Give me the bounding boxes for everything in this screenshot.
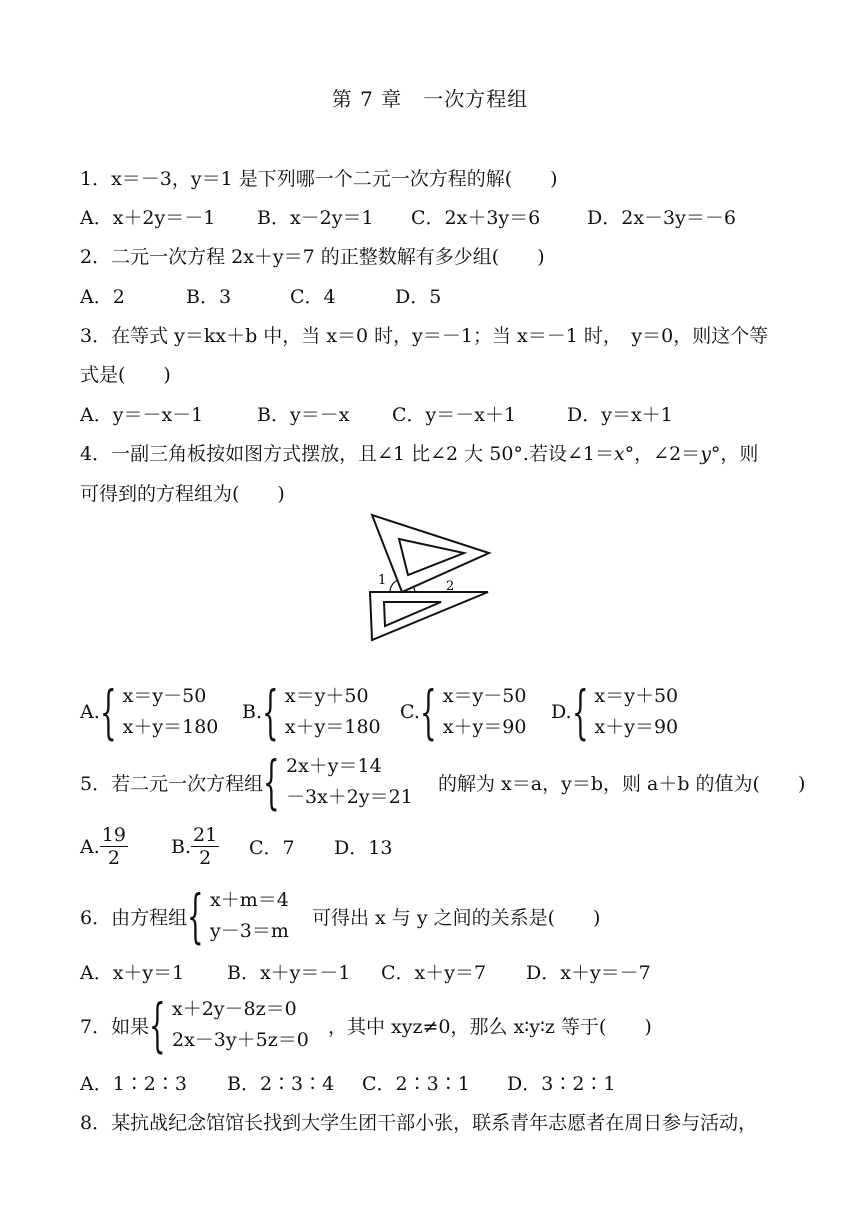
q4-var-x: x bbox=[613, 443, 625, 465]
equation: x＝y＋50 bbox=[594, 685, 679, 707]
q4-options bbox=[80, 678, 679, 746]
q7-option-b: B．2∶3∶4 bbox=[227, 1073, 335, 1095]
equation: 2x－3y＋5z＝0 bbox=[172, 1029, 309, 1051]
equation: y－3＝m bbox=[210, 920, 289, 942]
q6-suffix: 可得出 x 与 y 之间的关系是( ) bbox=[312, 906, 601, 929]
equation: 2x＋y＝14 bbox=[286, 755, 382, 777]
q5-suffix: 的解为 x＝a，y＝b，则 a＋b 的值为( ) bbox=[438, 772, 806, 795]
q5-option-a bbox=[80, 824, 171, 869]
q4-stem-text-c: °，则 bbox=[710, 443, 759, 465]
fraction bbox=[191, 824, 219, 869]
q7-option-d: D．3∶2∶1 bbox=[507, 1073, 616, 1095]
q6-option-a: A．x＋y＝1 bbox=[80, 962, 185, 984]
equation: －3x＋2y＝21 bbox=[286, 786, 413, 808]
brace-icon: { bbox=[187, 882, 204, 950]
q4-stem-text-a: 4．一副三角板按如图方式摆放，且∠1 比∠2 大 50°.若设∠1＝ bbox=[80, 443, 614, 465]
equation: x＋y＝90 bbox=[442, 716, 527, 738]
q5-stem bbox=[80, 748, 806, 816]
q7-suffix: ，其中 xyz≠0，那么 x∶y∶z 等于( ) bbox=[328, 1015, 652, 1038]
q7-stem bbox=[80, 991, 652, 1059]
chapter-title: 第 7 章 一次方程组 bbox=[331, 87, 529, 111]
denominator: 2 bbox=[107, 847, 120, 869]
q7-option-a: A．1∶2∶3 bbox=[80, 1073, 187, 1095]
brace-icon: { bbox=[149, 991, 166, 1059]
q2-stem: 2．二元一次方程 2x＋y＝7 的正整数解有多少组( ) bbox=[80, 246, 545, 268]
equation: x＋2y－8z＝0 bbox=[172, 998, 297, 1020]
q3-stem-line1: 3．在等式 y＝kx＋b 中，当 x＝0 时，y＝－1；当 x＝－1 时， y＝0，则这个等 bbox=[80, 325, 769, 347]
triangle-rulers-figure bbox=[366, 512, 496, 649]
equation: x＋y＝90 bbox=[594, 716, 679, 738]
q8-stem-line1: 8．某抗战纪念馆馆长找到大学生团干部小张，联系青年志愿者在周日参与活动， bbox=[80, 1112, 758, 1134]
option-label: B. bbox=[242, 701, 263, 723]
q3-options bbox=[80, 400, 673, 427]
q5-option-d: D．13 bbox=[334, 837, 393, 859]
option-label: A. bbox=[80, 835, 100, 858]
q1-option-d: D．2x－3y＝－6 bbox=[587, 207, 736, 229]
q1-stem: 1．x＝－3，y＝1 是下列哪一个二元一次方程的解( ) bbox=[80, 168, 558, 190]
option-label: B. bbox=[171, 835, 192, 858]
equation: x＋m＝4 bbox=[210, 889, 289, 911]
q4-stem-text-b: °，∠2＝ bbox=[624, 443, 701, 465]
q5-option-c: C．7 bbox=[249, 837, 295, 859]
brace-icon: { bbox=[419, 678, 437, 746]
q4-option-a bbox=[80, 678, 242, 746]
q2-option-d: D．5 bbox=[395, 286, 442, 308]
option-label: A. bbox=[80, 701, 100, 723]
q6-system bbox=[210, 885, 312, 947]
q5-prefix: 5．若二元一次方程组 bbox=[80, 772, 264, 795]
q4-stem-line2: 可得到的方程组为( ) bbox=[80, 483, 285, 505]
q6-prefix: 6．由方程组 bbox=[80, 906, 188, 929]
q2-option-b: B．3 bbox=[186, 286, 232, 308]
q7-prefix: 7．如果 bbox=[80, 1015, 150, 1038]
q7-option-c: C．2∶3∶1 bbox=[362, 1073, 470, 1095]
q7-system bbox=[172, 994, 328, 1056]
q1-options bbox=[80, 203, 736, 230]
q3-option-a: A．y＝－x－1 bbox=[80, 404, 204, 426]
q6-option-c: C．x＋y＝7 bbox=[381, 962, 487, 984]
equation: x＝y－50 bbox=[122, 685, 207, 707]
q5-options bbox=[80, 824, 392, 869]
q3-stem-line2: 式是( ) bbox=[80, 364, 171, 386]
q6-option-d: D．x＋y＝－7 bbox=[526, 962, 651, 984]
q3-option-b: B．y＝－x bbox=[257, 404, 350, 426]
option-label: D. bbox=[551, 701, 572, 723]
equation: x＋y＝180 bbox=[122, 716, 219, 738]
brace-icon: { bbox=[571, 678, 589, 746]
denominator: 2 bbox=[199, 847, 212, 869]
equation: x＝y－50 bbox=[442, 685, 527, 707]
numerator: 21 bbox=[193, 824, 218, 846]
fraction bbox=[100, 824, 128, 869]
q4-option-d bbox=[551, 678, 679, 746]
q4-var-y: y bbox=[700, 443, 711, 465]
equation: x＋y＝180 bbox=[284, 716, 381, 738]
q2-option-c: C．4 bbox=[290, 286, 336, 308]
angle-2-label: 2 bbox=[446, 579, 455, 594]
numerator: 19 bbox=[101, 824, 126, 846]
q1-option-b: B．x－2y＝1 bbox=[257, 207, 374, 229]
q5-option-b bbox=[171, 824, 249, 869]
option-label: C. bbox=[400, 701, 420, 723]
q2-options bbox=[80, 282, 441, 309]
q1-option-c: C．2x＋3y＝6 bbox=[411, 207, 541, 229]
q5-system bbox=[286, 751, 438, 813]
brace-icon: { bbox=[262, 678, 279, 746]
angle-1-label: 1 bbox=[378, 573, 387, 588]
q7-options bbox=[80, 1069, 616, 1096]
q6-stem bbox=[80, 882, 601, 950]
q4-option-b bbox=[242, 678, 400, 746]
q3-option-d: D．y＝x＋1 bbox=[567, 404, 673, 426]
equation: x＝y＋50 bbox=[284, 685, 369, 707]
q4-option-c bbox=[400, 678, 551, 746]
triangle-rulers-drawing bbox=[366, 512, 496, 644]
q6-option-b: B．x＋y＝－1 bbox=[227, 962, 351, 984]
q1-option-a: A．x＋2y＝－1 bbox=[80, 207, 216, 229]
q4-stem-line1 bbox=[80, 439, 758, 466]
q6-options bbox=[80, 958, 651, 985]
q2-option-a: A．2 bbox=[80, 286, 125, 308]
q3-option-c: C．y＝－x＋1 bbox=[392, 404, 517, 426]
brace-icon: { bbox=[99, 678, 117, 746]
brace-icon: { bbox=[263, 748, 280, 816]
